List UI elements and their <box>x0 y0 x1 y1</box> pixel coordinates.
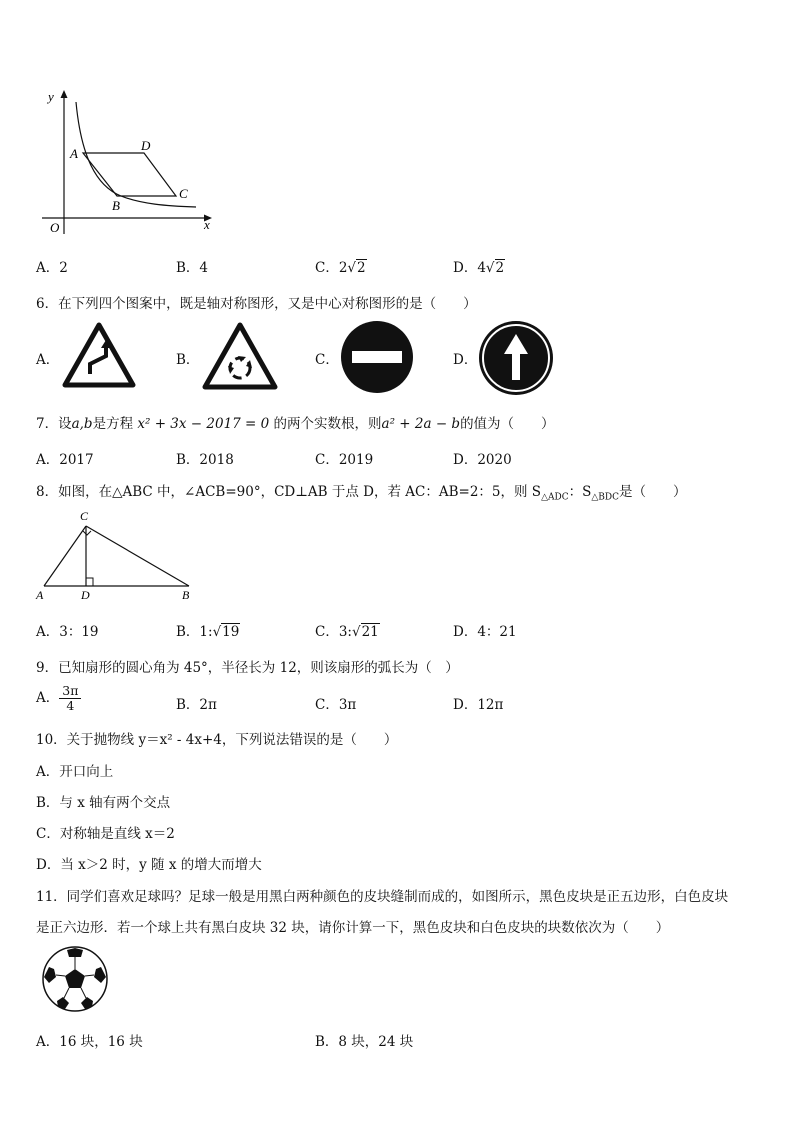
soccer-ball-icon <box>41 945 109 1013</box>
q8-option-b-ratio: B．1: <box>176 624 213 640</box>
tri-point-b: B <box>182 588 190 602</box>
q6-option-c-label[interactable]: C． <box>315 352 339 368</box>
q9-option-b[interactable]: B．2π <box>176 697 217 713</box>
q7-option-d[interactable]: D．2020 <box>453 452 512 468</box>
warning-curve-sign-icon <box>62 322 136 388</box>
q7-equation: x² + 3x − 2017 = 0 <box>137 416 270 432</box>
point-a-label: A <box>70 146 78 161</box>
x-axis-label: x <box>204 217 210 232</box>
point-d-label: D <box>141 138 151 153</box>
q9-option-d[interactable]: D．12π <box>453 697 504 713</box>
q10-option-a[interactable]: A．开口向上 <box>36 764 114 780</box>
q7-text-2: 是方程 <box>92 416 134 432</box>
point-c-label: C <box>179 186 188 201</box>
q7-question <box>36 412 555 432</box>
q6-option-b-label[interactable]: B． <box>176 352 200 368</box>
q9-option-a-fraction <box>59 684 81 713</box>
q5-option-d[interactable]: D．4√2 <box>453 260 505 276</box>
q5-option-b[interactable]: B．4 <box>176 260 209 276</box>
q6-option-a-label[interactable]: A． <box>36 352 60 368</box>
q7-option-a[interactable]: A．2017 <box>36 452 94 468</box>
q8-option-d[interactable]: D．4：21 <box>453 624 517 640</box>
q5-option-d-radicand: 2 <box>495 260 505 276</box>
q7-text-3: 的两个实数根，则 <box>273 416 382 432</box>
q5-option-a[interactable]: A．2 <box>36 260 68 276</box>
no-entry-sign-icon <box>340 320 414 394</box>
q10-option-b[interactable]: B．与 x 轴有两个交点 <box>36 795 171 811</box>
q8-option-c-radicand: 21 <box>361 624 379 640</box>
q9-frac-numerator: 3π <box>59 684 81 699</box>
q7-vars: a,b <box>71 416 93 432</box>
q9-question-text: 9．已知扇形的圆心角为 45°，半径长为 12，则该扇形的弧长为（ ） <box>36 660 459 676</box>
q9-frac-denominator: 4 <box>66 698 75 713</box>
q10-option-c[interactable]: C．对称轴是直线 x＝2 <box>36 826 175 842</box>
q8-option-a[interactable]: A．3：19 <box>36 624 99 640</box>
q7-option-b[interactable]: B．2018 <box>176 452 234 468</box>
q7-option-c[interactable]: C．2019 <box>315 452 374 468</box>
tri-point-c: C <box>80 509 89 523</box>
q8-option-b-radicand: 19 <box>222 624 240 640</box>
hyperbola-parallelogram-figure <box>36 86 226 236</box>
q5-option-c-coef: C．2 <box>315 260 348 276</box>
q8-text: 8．如图，在△ABC 中，∠ACB=90°，CD⊥AB 于点 D，若 AC：AB=2：5，则 S <box>36 484 542 500</box>
tri-point-d: D <box>81 588 90 602</box>
tri-point-a: A <box>36 588 44 602</box>
q6-option-d-label[interactable]: D． <box>453 352 478 368</box>
q8-option-b[interactable]: B．1:√19 <box>176 624 240 640</box>
q7-text-1: 7．设 <box>36 416 72 432</box>
q10-question-text: 10．关于抛物线 y＝x² - 4x+4，下列说法错误的是（ ） <box>36 732 398 748</box>
q10-option-d[interactable]: D．当 x＞2 时，y 随 x 的增大而增大 <box>36 857 262 873</box>
q8-option-c-ratio: C．3: <box>315 624 352 640</box>
q8-sub-bdc: △BDC <box>591 492 619 503</box>
q11-option-b[interactable]: B．8 块，24 块 <box>315 1034 414 1050</box>
roundabout-warning-sign-icon <box>202 322 278 390</box>
y-axis-label: y <box>48 89 54 104</box>
right-triangle-figure <box>34 506 194 604</box>
q7-expression: a² + 2a − b <box>381 416 461 432</box>
q5-option-c[interactable]: C．2√2 <box>315 260 366 276</box>
q7-text-4: 的值为（ ） <box>460 416 555 432</box>
q9-option-a[interactable] <box>36 684 81 713</box>
q8-sub-adc: △ADC <box>541 492 569 503</box>
point-b-label: B <box>112 198 120 213</box>
q5-option-c-radicand: 2 <box>357 260 366 276</box>
q8-option-c[interactable]: C．3:√21 <box>315 624 379 640</box>
q8-post: 是（ ） <box>618 484 687 500</box>
q8-question <box>36 480 686 503</box>
q8-colon: ：S <box>568 484 592 500</box>
q5-option-d-coef: D．4 <box>453 260 486 276</box>
q11-question-line2: 是正六边形．若一个球上共有黑白皮块 32 块，请你计算一下，黑色皮块和白色皮块的块数依次为（ ） <box>36 920 670 936</box>
q9-option-a-label: A． <box>36 690 60 706</box>
q6-question-text: 6．在下列四个图案中，既是轴对称图形，又是中心对称图形的是（ ） <box>36 296 477 312</box>
q11-option-a[interactable]: A．16 块，16 块 <box>36 1034 143 1050</box>
origin-label: O <box>50 220 60 235</box>
q11-question-line1: 11．同学们喜欢足球吗？足球一般是用黑白两种颜色的皮块缝制而成的，如图所示，黑色皮块是正五边形，白色皮块 <box>36 889 729 905</box>
q9-option-c[interactable]: C．3π <box>315 697 357 713</box>
straight-ahead-sign-icon <box>478 320 554 396</box>
